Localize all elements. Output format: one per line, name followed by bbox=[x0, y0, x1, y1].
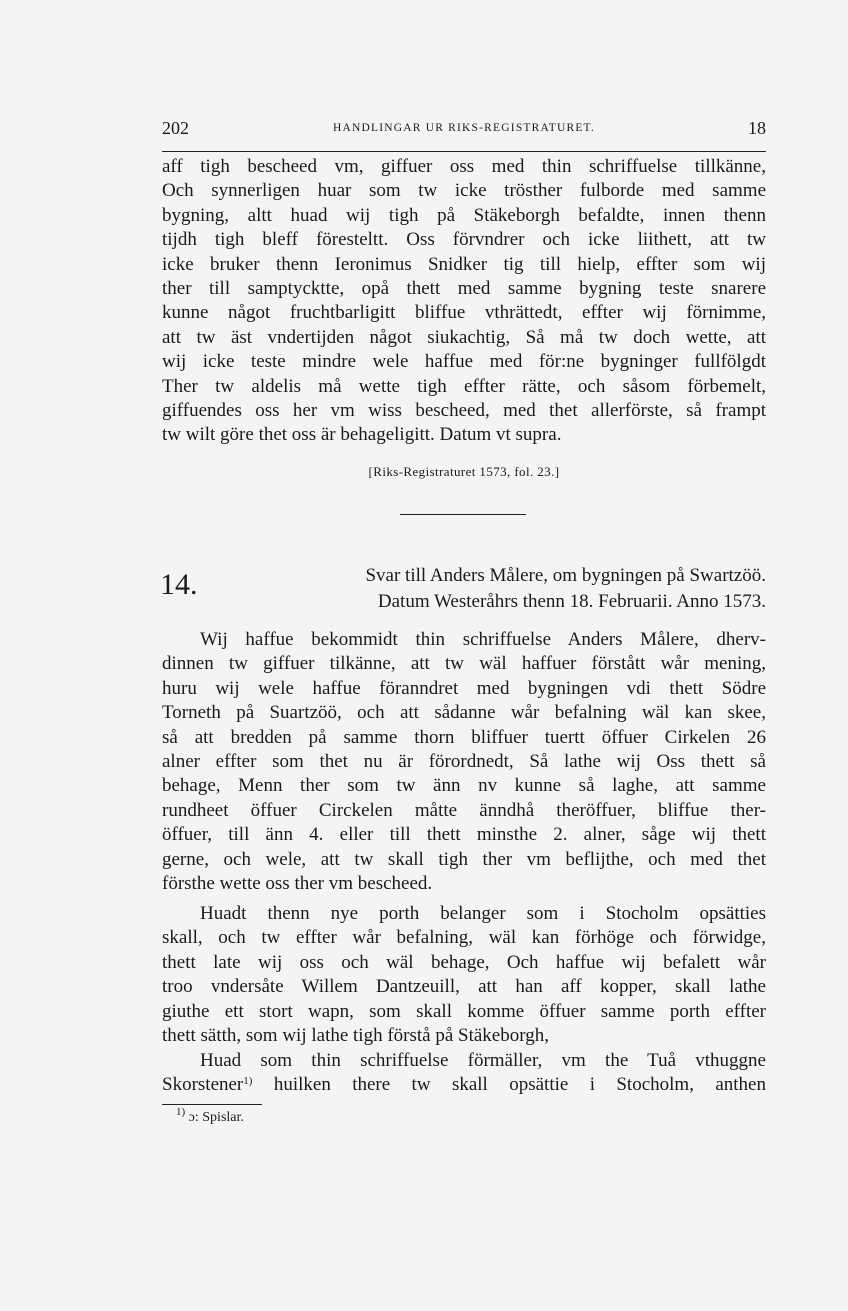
text-line: tijdh tigh bleff föresteltt. Oss förvndrer och icke liithett, att tw bbox=[162, 229, 766, 251]
text-line: dinnen tw giffuer tilkänne, att tw wäl haffuer förstått wår mening, bbox=[162, 653, 766, 675]
text-line: Wij haffue bekommidt thin schriffuelse Anders Målere, dherv- bbox=[200, 629, 766, 650]
text-line: huru wij wele haffue föranndret med bygningen vdi thett Södre bbox=[162, 677, 766, 699]
text-line: giuthe ett stort wapn, som skall komme öffuer samme porth effter bbox=[162, 1000, 766, 1022]
footnote-text: ɔ: Spislar. bbox=[185, 1110, 244, 1125]
document-date-line: Datum Westeråhrs thenn 18. Februarii. Anno 1573. bbox=[377, 591, 766, 612]
header-rule bbox=[162, 151, 766, 152]
section-separator bbox=[400, 514, 526, 515]
text-line: troo vndersåte Willem Dantzeuill, att han aff kopper, skall lathe bbox=[162, 976, 766, 998]
document-title bbox=[230, 563, 766, 615]
text-line: Huad som thin schriffuelse förmäller, vm the Tuå vthuggne bbox=[200, 1050, 766, 1071]
text-line: icke bruker thenn Ieronimus Snidker tig till hielp, effter som wij bbox=[162, 253, 766, 275]
text-line: aff tigh bescheed vm, giffuer oss med thin schriffuelse tillkänne, bbox=[162, 156, 766, 177]
document-number: 14. bbox=[160, 568, 198, 601]
paragraph-1 bbox=[162, 628, 766, 896]
text-line: så att bredden på samme thorn bliffuer tuertt öffuer Cirkelen 26 bbox=[162, 726, 766, 748]
paragraph-2 bbox=[162, 902, 766, 1048]
text-line: wij icke teste mindre wele haffue med för:ne bygninger fullfölgdt bbox=[162, 351, 766, 373]
text-line: att tw äst vndertijden något siukachtig, Så må tw doch wette, att bbox=[162, 326, 766, 348]
text-line: Huadt thenn nye porth belanger som i Stocholm opsätties bbox=[200, 903, 766, 924]
text-line: öffuer, till änn 4. eller till thett minsthe 2. alner, såge wij thett bbox=[162, 824, 766, 846]
text-line: rundheet öffuer Circkelen måtte änndhå theröffuer, bliffue ther- bbox=[162, 799, 766, 821]
text-line: gerne, och wele, att tw skall tigh ther vm beflijthe, och med thet bbox=[162, 848, 766, 870]
text-line: thett sätth, som wij lathe tigh förstå på Stäkeborgh, bbox=[162, 1024, 549, 1046]
text-fragment: huilken there tw skall opsättie i Stocholm, anthen bbox=[252, 1074, 766, 1096]
footnote-reference: 1) bbox=[243, 1075, 253, 1088]
continuation-text bbox=[162, 155, 766, 448]
text-fragment: Skorstener bbox=[162, 1074, 244, 1096]
text-line: ther till samptycktte, opå thett med samme bygning teste snarere bbox=[162, 277, 766, 299]
text-line: bygning, altt huad wij tigh på Stäkeborgh befaldte, innen thenn bbox=[162, 204, 766, 226]
paragraph-3 bbox=[162, 1049, 766, 1098]
text-line: Ther tw aldelis må wette tigh effter rätte, och såsom förbemelt, bbox=[162, 375, 766, 397]
text-line: Och synnerligen huar som tw icke trösther fulborde med samme bbox=[162, 180, 766, 202]
text-line: giffuendes oss her vm wiss bescheed, med thet allerförste, så frampt bbox=[162, 399, 766, 421]
running-title: HANDLINGAR UR RIKS-REGISTRATURET. bbox=[332, 122, 596, 134]
text-line: alner effter som thet nu är förordnedt, Så lathe wij Oss thett så bbox=[162, 750, 766, 772]
text-line: tw wilt göre thet oss är behageligitt. Datum vt supra. bbox=[162, 424, 562, 446]
text-line: behage, Menn ther som tw änn nv kunne så laghe, att samme bbox=[162, 775, 766, 797]
footnote-mark: 1) bbox=[176, 1106, 186, 1118]
text-line: skall, och tw effter wår befalning, wäl kan förhöge och förwidge, bbox=[162, 927, 766, 949]
text-line: thett late wij oss och wäl behage, Och haffue wij befalett wår bbox=[162, 951, 766, 973]
document-title-line: Svar till Anders Målere, om bygningen på Swartzöö. bbox=[365, 565, 766, 586]
source-citation: [Riks-Registraturet 1573, fol. 23.] bbox=[368, 464, 560, 479]
page-number: 202 bbox=[162, 118, 189, 138]
text-line: kunne något fruchtbarligitt bliffue vthrättedt, effter wij förnimme, bbox=[162, 302, 766, 324]
footnote bbox=[176, 1106, 244, 1126]
text-line bbox=[162, 1073, 766, 1097]
header-document-number: 18 bbox=[748, 118, 766, 138]
text-line: Torneth på Suartzöö, och att sådanne wår befalning wäl kan skee, bbox=[162, 702, 766, 724]
text-line: försthe wette oss ther vm bescheed. bbox=[162, 872, 433, 894]
footnote-rule bbox=[162, 1104, 262, 1105]
running-header bbox=[162, 118, 766, 142]
